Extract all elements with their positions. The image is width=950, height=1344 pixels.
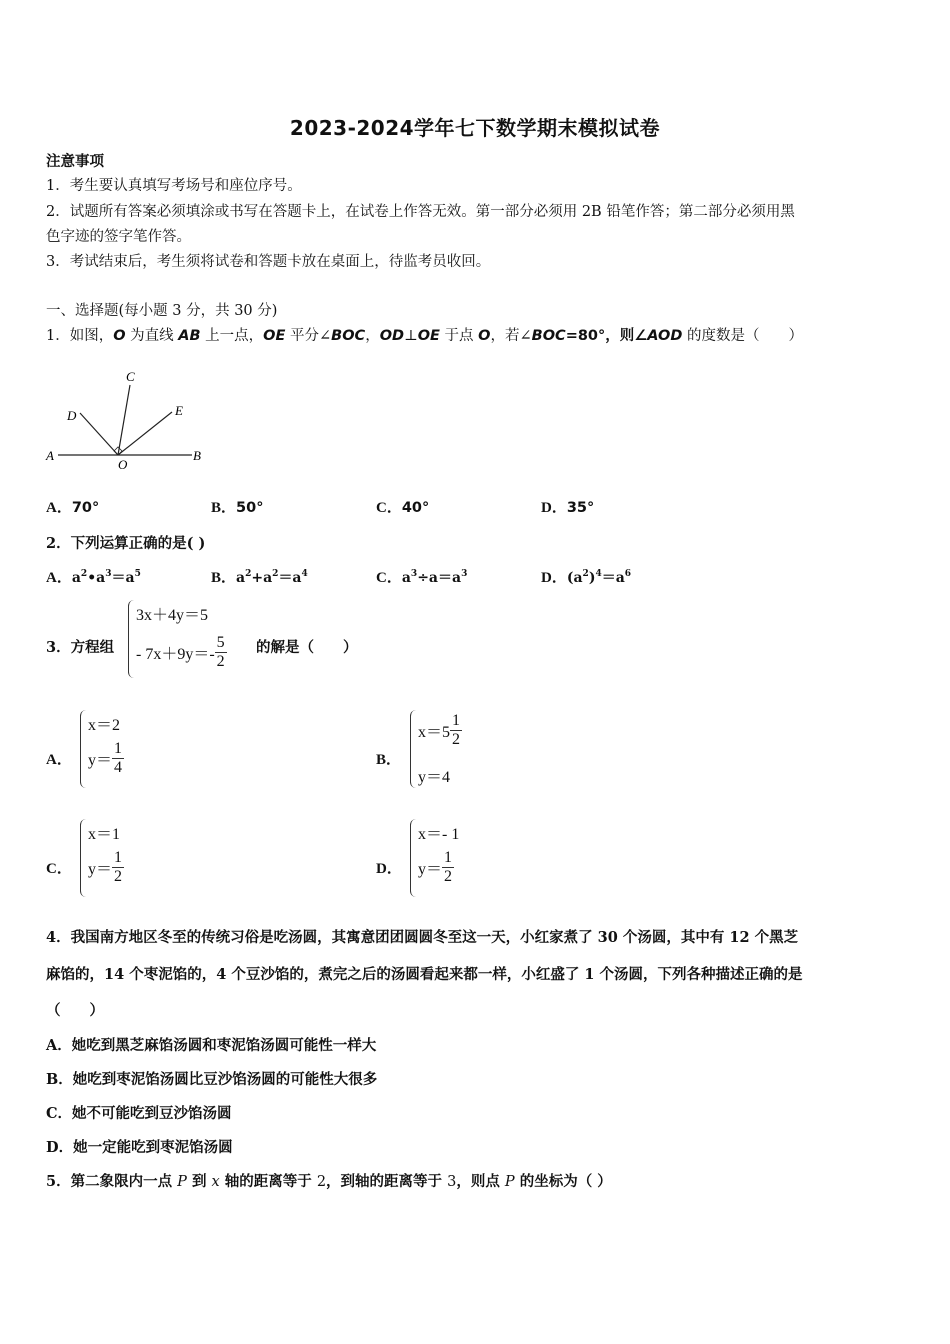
- q4-option-d[interactable]: D．她一定能吃到枣泥馅汤圆: [46, 1139, 233, 1156]
- label-c: C: [126, 369, 135, 384]
- q3-option-b[interactable]: [410, 710, 490, 788]
- q4-option-c[interactable]: C．她不可能吃到豆沙馅汤圆: [46, 1105, 232, 1122]
- q3-option-a-y: y＝ $\frac{1}{4}$: [88, 740, 123, 776]
- q1-option-d[interactable]: D．35°: [541, 500, 595, 516]
- section-heading: 一、选择题(每小题 3 分，共 30 分): [46, 303, 278, 319]
- label-o: O: [118, 457, 128, 472]
- q3-option-c[interactable]: [80, 819, 160, 897]
- question-3-prefix: 3．方程组: [46, 639, 115, 656]
- question-2-stem: 2．下列运算正确的是( ): [46, 535, 206, 552]
- ray-od: [80, 413, 118, 455]
- notice-item: 色字迹的签字笔作答。: [46, 229, 191, 245]
- q3-option-d-label[interactable]: D．: [376, 861, 402, 877]
- label-e: E: [175, 403, 183, 418]
- q4-option-b[interactable]: B．她吃到枣泥馅汤圆比豆沙馅汤圆的可能性大很多: [46, 1071, 378, 1088]
- q1-option-c[interactable]: C．40°: [376, 500, 430, 516]
- q3-equation-2: - 7x＋9y＝- $\frac{5}{2}$: [136, 634, 225, 670]
- q3-equation-system: [128, 600, 258, 678]
- page-title: 2023-2024学年七下数学期末模拟试卷: [289, 116, 661, 140]
- label-b: B: [193, 448, 201, 463]
- notice-item: 2．试题所有答案必须填涂或书写在答题卡上，在试卷上作答无效。第一部分必须用 2B 铅笔作答；第二部分必须用黑: [46, 204, 795, 220]
- q4-option-a[interactable]: A．她吃到黑芝麻馅汤圆和枣泥馅汤圆可能性一样大: [46, 1037, 377, 1054]
- q2-option-d[interactable]: D．$(a^2)^4=a^6$: [541, 569, 632, 586]
- question-3-suffix: 的解是（ ）: [256, 639, 358, 656]
- angle-figure: [40, 365, 220, 475]
- ray-oe: [118, 412, 172, 455]
- q3-option-d-y: y＝ $\frac{1}{2}$: [418, 849, 453, 885]
- q3-option-a[interactable]: [80, 710, 160, 788]
- q3-option-b-x: x＝5 $\frac{1}{2}$: [418, 712, 461, 748]
- label-a: A: [46, 448, 54, 463]
- q3-option-a-label[interactable]: A．: [46, 752, 72, 768]
- question-5-stem: 5．第二象限内一点 P 到 x 轴的距离等于 2，到轴的距离等于 3，则点 P 的坐标为（ ）: [46, 1173, 612, 1190]
- notice-item: 1．考生要认真填写考场号和座位序号。: [46, 178, 302, 194]
- q2-option-b[interactable]: B．$a^2+a^2=a^4$: [211, 569, 308, 586]
- q2-option-c[interactable]: C．$a^3\div a=a^3$: [376, 569, 468, 586]
- q3-option-c-y: y＝ $\frac{1}{2}$: [88, 849, 123, 885]
- q3-option-c-x: x＝1: [88, 826, 121, 843]
- question-4-line: 麻馅的，14 个枣泥馅的，4 个豆沙馅的，煮完之后的汤圆看起来都一样，小红盛了 1 个汤圆，下列各种描述正确的是: [46, 966, 803, 983]
- q3-option-b-y: y＝4: [418, 769, 451, 786]
- q3-option-c-label[interactable]: C．: [46, 861, 72, 877]
- label-d: D: [67, 408, 77, 423]
- q1-option-a[interactable]: A．70°: [46, 500, 100, 516]
- q1-option-b[interactable]: B．50°: [211, 500, 264, 516]
- q3-equation-1: 3x＋4y＝5: [136, 607, 209, 624]
- q2-option-a[interactable]: A．$a^2•a^3=a^5$: [46, 569, 141, 586]
- question-1-stem: 1．如图，O 为直线 AB 上一点，OE 平分∠BOC，OD⊥OE 于点 O，若∠BOC=80°，则∠AOD 的度数是（ ）: [46, 328, 804, 344]
- notice-item: 3．考试结束后，考生须将试卷和答题卡放在桌面上，待监考员收回。: [46, 254, 491, 270]
- q3-option-d[interactable]: [410, 819, 490, 897]
- notice-heading: 注意事项: [46, 153, 104, 170]
- ray-oc: [118, 385, 130, 455]
- question-4-line: （ ）: [46, 1002, 104, 1019]
- q3-option-b-label[interactable]: B．: [376, 752, 402, 768]
- q3-option-a-x: x＝2: [88, 717, 121, 734]
- question-4-line: 4．我国南方地区冬至的传统习俗是吃汤圆，其寓意团团圆圆冬至这一天，小红家煮了 30 个汤圆，其中有 12 个黑芝: [46, 929, 799, 946]
- q3-option-d-x: x＝- 1: [418, 826, 460, 843]
